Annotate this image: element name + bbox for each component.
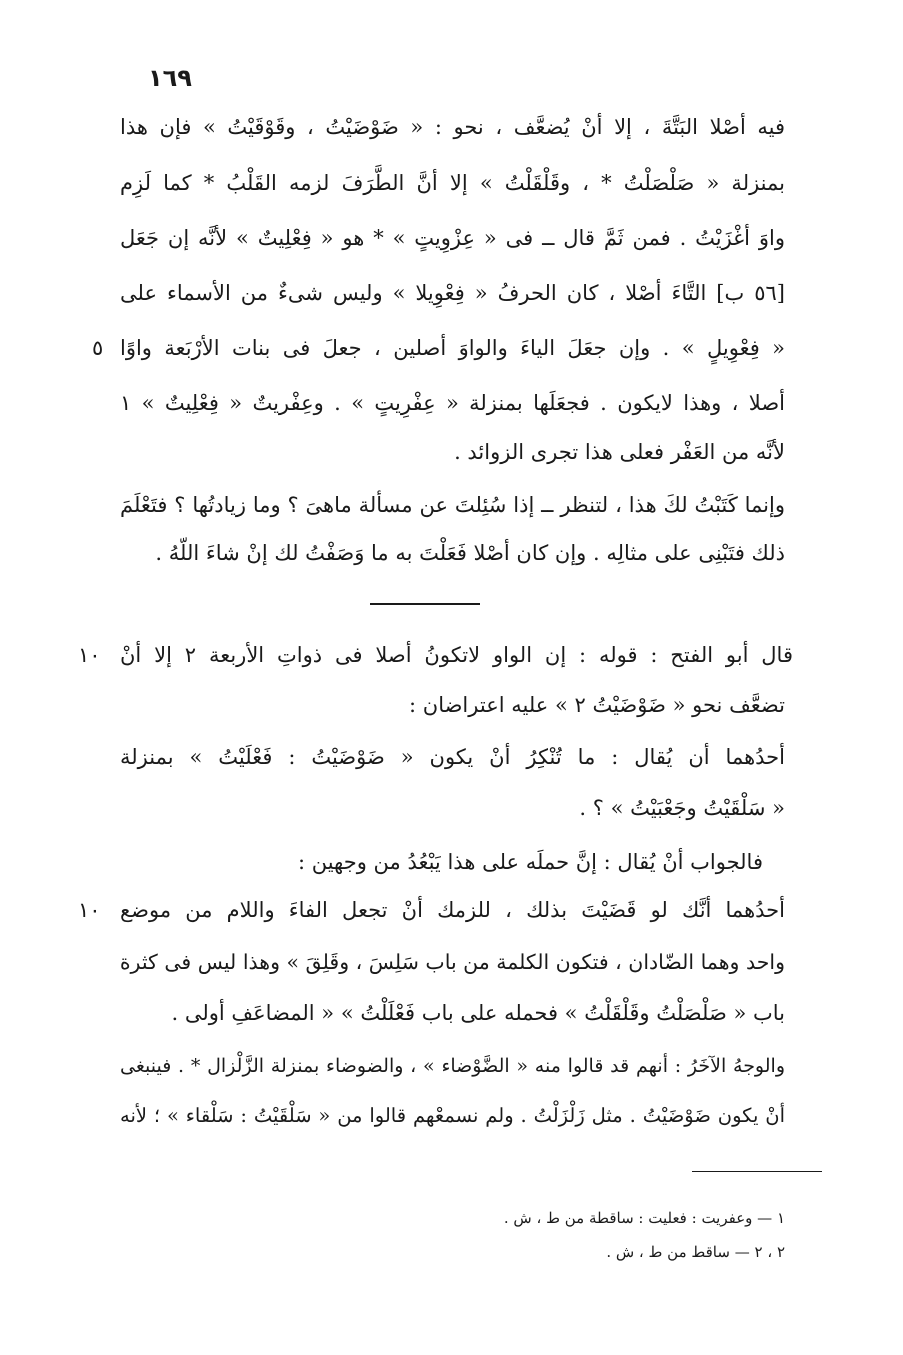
text-line: تضعَّف نحو « ضَوْضَيْتُ ٢ » عليه اعتراضان : <box>409 693 785 717</box>
text-line: بمنزلة « صَلْصَلْتُ * ، وقَلْقَلْتُ » إلا أنَّ الطَّرَفَ لزمه القَلْبُ * كما لَزِم <box>120 171 785 195</box>
text-line: فالجواب أنْ يُقال : إنَّ حملَه على هذا يَبْعُدُ من وجهين : <box>297 850 763 874</box>
text-line: باب « صَلْصَلْتُ وقَلْقَلْتُ » فحمله على باب فَعْلَلْتُ » « المضاعَفِ أولى . <box>171 1001 785 1025</box>
text-line: فيه أصْلا البَتَّةَ ، إلا أنْ يُضعَّف ، نحو : « ضَوْضَيْتُ ، وقَوْقَيْتُ » فإن هذا <box>120 115 785 139</box>
text-line: أصلا ، وهذا لايكون . فجعَلَها بمنزلة « عِفْرِيتٍ » . وعِفْريتٌ « فِعْلِيتٌ » ١ <box>120 391 785 415</box>
text-line: [٥٦ ب] التَّاءَ أصْلا ، كان الحرفُ « فِعْوِيلا » وليس شىءٌ من الأسماء على <box>120 281 785 305</box>
footnote: ٢ ، ٢ — ساقط من ط ، ش . <box>606 1243 785 1261</box>
text-line: أحدُهما أن يُقال : ما تُنْكِرُ أنْ يكون « ضَوْضَيْتُ : فَعْلَيْتُ » بمنزلة <box>120 745 785 769</box>
section-divider <box>370 603 480 605</box>
text-line: قال أبو الفتح : قوله : إن الواو لاتكونُ أصلا فى ذواتِ الأربعة ٢ إلا أنْ <box>120 643 793 667</box>
text-line: « سَلْقَيْتُ وجَعْبَيْتُ » ؟ . <box>579 796 785 820</box>
line-number-marker: ١٠ <box>78 643 101 667</box>
line-number-marker: ١٠ <box>78 898 101 922</box>
footnote-divider <box>692 1171 822 1172</box>
text-line: وإنما كَتَبْتُ لكَ هذا ، لتنظر ــ إذا سُئِلتَ عن مسألة ماهىَ ؟ وما زيادتُها ؟ فتَعْلَمَ <box>120 493 785 517</box>
footnote: ١ — وعفريت : فعليت : ساقطة من ط ، ش . <box>503 1209 785 1227</box>
text-line: ذلك فتَبْنِى على مثالِه . وإن كان أصْلا فَعَلْتَ به ما وَصَفْتُ لك إنْ شاءَ اللّهُ . <box>155 541 785 565</box>
text-line: أنْ يكون ضَوْضَيْتُ . مثل زَلْزَلْتُ . ولم نسمعْهم قالوا من « سَلْقَيْتُ : سَلْقاء » ؛ لأنه <box>120 1104 785 1127</box>
text-line: « فِعْوِيلٍ » . وإن جعَلَ الياءَ والواوَ أصلين ، جعلَ فى بنات الأرْبَعة واوًا <box>120 336 785 360</box>
page-number: ١٦٩ <box>148 64 192 92</box>
text-line: والوجهُ الآخَرُ : أنهم قد قالوا منه « الضَّوْضاء » ، والضوضاء بمنزلة الزَّلْزال * . فينبغى <box>120 1055 785 1077</box>
text-line: أحدُهما أنَّك لو قَضَيْتَ بذلك ، للزمك أنْ تجعل الفاءَ واللام من موضع <box>120 898 785 922</box>
line-number-marker: ٥ <box>92 336 104 360</box>
text-line: واوَ أغْزَيْتُ . فمن ثَمَّ قال ــ فى « عِزْوِيتٍ » * هو « فِعْلِيتٌ » لأنَّه إن جَعَل <box>120 226 785 250</box>
text-line: واحد وهما الضّادان ، فتكون الكلمة من باب سَلِسَ ، وقَلِقَ » وهذا ليس فى كثرة <box>119 950 785 974</box>
text-line: لأنَّه من العَفْر فعلى هذا تجرى الزوائد . <box>454 440 785 464</box>
